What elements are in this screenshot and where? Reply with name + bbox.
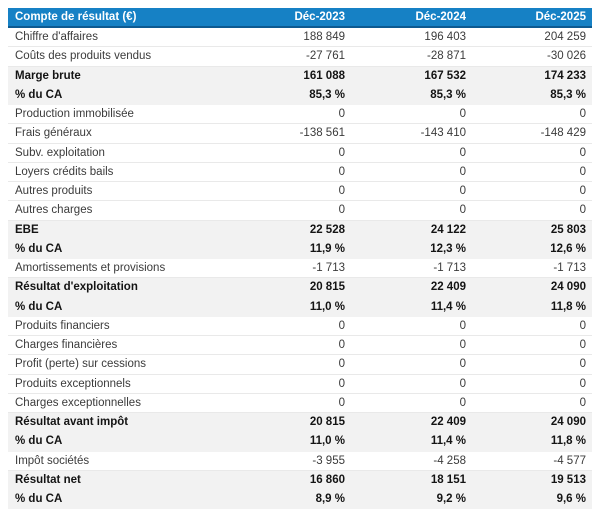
table-row — [8, 259, 592, 278]
row-label: Autres produits — [8, 182, 230, 201]
table-row — [8, 393, 592, 412]
cell-value: 24 122 — [351, 220, 472, 239]
table-row — [8, 27, 592, 47]
cell-value: 11,9 % — [230, 239, 351, 258]
row-label: Subv. exploitation — [8, 143, 230, 162]
cell-value: 11,4 % — [351, 432, 472, 451]
cell-value: -148 429 — [472, 124, 592, 143]
cell-value: 20 815 — [230, 278, 351, 297]
cell-value: 174 233 — [472, 66, 592, 85]
cell-value: -1 713 — [351, 259, 472, 278]
table-row — [8, 413, 592, 432]
row-label: Résultat net — [8, 470, 230, 489]
table-row — [8, 220, 592, 239]
cell-value: -1 713 — [472, 259, 592, 278]
column-header-dec-2023: Déc-2023 — [230, 8, 351, 27]
cell-value: 24 090 — [472, 413, 592, 432]
row-label: % du CA — [8, 432, 230, 451]
table-row — [8, 85, 592, 104]
cell-value: 85,3 % — [230, 85, 351, 104]
cell-value: 0 — [230, 336, 351, 355]
cell-value: 18 151 — [351, 470, 472, 489]
table-row — [8, 278, 592, 297]
cell-value: 0 — [472, 316, 592, 335]
table-title: Compte de résultat (€) — [8, 8, 230, 27]
cell-value: 0 — [351, 162, 472, 181]
row-label: Production immobilisée — [8, 105, 230, 124]
cell-value: 0 — [351, 355, 472, 374]
cell-value: 167 532 — [351, 66, 472, 85]
table-header — [8, 8, 592, 27]
row-label: Produits financiers — [8, 316, 230, 335]
cell-value: 11,0 % — [230, 297, 351, 316]
cell-value: 0 — [230, 355, 351, 374]
table-row — [8, 66, 592, 85]
cell-value: 11,8 % — [472, 297, 592, 316]
cell-value: -1 713 — [230, 259, 351, 278]
cell-value: 0 — [230, 201, 351, 220]
cell-value: 0 — [472, 336, 592, 355]
row-label: Impôt sociétés — [8, 451, 230, 470]
table-row — [8, 143, 592, 162]
cell-value: -30 026 — [472, 47, 592, 66]
row-label: Chiffre d'affaires — [8, 27, 230, 47]
cell-value: -138 561 — [230, 124, 351, 143]
table-body — [8, 27, 592, 509]
cell-value: 12,3 % — [351, 239, 472, 258]
cell-value: 11,0 % — [230, 432, 351, 451]
row-label: % du CA — [8, 490, 230, 509]
row-label: % du CA — [8, 297, 230, 316]
cell-value: 24 090 — [472, 278, 592, 297]
cell-value: 0 — [351, 316, 472, 335]
column-header-dec-2024: Déc-2024 — [351, 8, 472, 27]
row-label: Charges financières — [8, 336, 230, 355]
table-row — [8, 316, 592, 335]
cell-value: 0 — [472, 355, 592, 374]
cell-value: 0 — [351, 143, 472, 162]
cell-value: 0 — [472, 201, 592, 220]
cell-value: -3 955 — [230, 451, 351, 470]
cell-value: 85,3 % — [351, 85, 472, 104]
cell-value: 0 — [351, 105, 472, 124]
table-row — [8, 355, 592, 374]
cell-value: 8,9 % — [230, 490, 351, 509]
row-label: Résultat d'exploitation — [8, 278, 230, 297]
table-row — [8, 451, 592, 470]
cell-value: 9,6 % — [472, 490, 592, 509]
row-label: Frais généraux — [8, 124, 230, 143]
table-row — [8, 374, 592, 393]
row-label: Produits exceptionnels — [8, 374, 230, 393]
cell-value: -27 761 — [230, 47, 351, 66]
cell-value: 0 — [351, 336, 472, 355]
table-row — [8, 336, 592, 355]
cell-value: 11,4 % — [351, 297, 472, 316]
cell-value: 9,2 % — [351, 490, 472, 509]
cell-value: 19 513 — [472, 470, 592, 489]
cell-value: 0 — [472, 162, 592, 181]
row-label: Coûts des produits vendus — [8, 47, 230, 66]
cell-value: 0 — [230, 162, 351, 181]
cell-value: 0 — [472, 393, 592, 412]
cell-value: 196 403 — [351, 27, 472, 47]
row-label: Charges exceptionnelles — [8, 393, 230, 412]
cell-value: 0 — [230, 316, 351, 335]
cell-value: 11,8 % — [472, 432, 592, 451]
cell-value: 22 528 — [230, 220, 351, 239]
cell-value: 0 — [230, 393, 351, 412]
table-row — [8, 432, 592, 451]
cell-value: 22 409 — [351, 413, 472, 432]
table-row — [8, 105, 592, 124]
row-label: Marge brute — [8, 66, 230, 85]
row-label: % du CA — [8, 239, 230, 258]
table-row — [8, 470, 592, 489]
cell-value: 20 815 — [230, 413, 351, 432]
cell-value: 188 849 — [230, 27, 351, 47]
cell-value: 0 — [230, 182, 351, 201]
row-label: Loyers crédits bails — [8, 162, 230, 181]
row-label: EBE — [8, 220, 230, 239]
table-row — [8, 182, 592, 201]
cell-value: 16 860 — [230, 470, 351, 489]
row-label: % du CA — [8, 85, 230, 104]
column-header-dec-2025: Déc-2025 — [472, 8, 592, 27]
cell-value: 0 — [230, 143, 351, 162]
cell-value: 12,6 % — [472, 239, 592, 258]
table-row — [8, 239, 592, 258]
cell-value: 0 — [472, 182, 592, 201]
cell-value: 0 — [472, 105, 592, 124]
cell-value: -4 258 — [351, 451, 472, 470]
cell-value: 161 088 — [230, 66, 351, 85]
cell-value: 22 409 — [351, 278, 472, 297]
cell-value: 0 — [472, 143, 592, 162]
cell-value: 0 — [472, 374, 592, 393]
cell-value: 0 — [351, 182, 472, 201]
cell-value: 25 803 — [472, 220, 592, 239]
row-label: Amortissements et provisions — [8, 259, 230, 278]
cell-value: 204 259 — [472, 27, 592, 47]
header-row — [8, 8, 592, 27]
table-row — [8, 490, 592, 509]
cell-value: -143 410 — [351, 124, 472, 143]
cell-value: -28 871 — [351, 47, 472, 66]
cell-value: 0 — [351, 374, 472, 393]
table-row — [8, 201, 592, 220]
cell-value: 0 — [351, 201, 472, 220]
table-row — [8, 47, 592, 66]
table-row — [8, 297, 592, 316]
income-statement-table — [8, 8, 592, 509]
table-row — [8, 162, 592, 181]
row-label: Résultat avant impôt — [8, 413, 230, 432]
row-label: Autres charges — [8, 201, 230, 220]
row-label: Profit (perte) sur cessions — [8, 355, 230, 374]
cell-value: 0 — [230, 105, 351, 124]
cell-value: 0 — [230, 374, 351, 393]
cell-value: 85,3 % — [472, 85, 592, 104]
table-row — [8, 124, 592, 143]
cell-value: -4 577 — [472, 451, 592, 470]
cell-value: 0 — [351, 393, 472, 412]
